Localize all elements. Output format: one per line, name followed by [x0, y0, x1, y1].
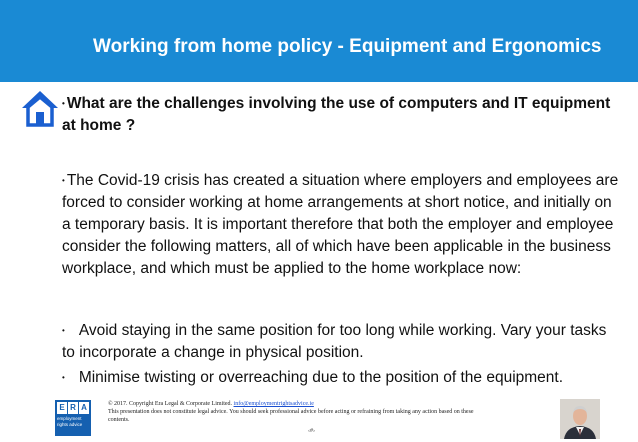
- email-link[interactable]: info@employmentrightsadvice.ie: [233, 401, 314, 407]
- presenter-photo: [560, 399, 600, 439]
- list-item: • Avoid staying in the same position for too long while working. Vary your tasks to incorporate a change in physical position.: [62, 322, 607, 362]
- question-text: • What are the challenges involving the use of computers and IT equipment at home ?: [62, 95, 611, 135]
- footer-text: © 2017. Copyright Era Legal & Corporate Limited. info@employmentrightsadvice.ie This presentation does not constitute legal advice. You should seek professional advice before acting or refraining from taking any action based on these contents.: [108, 401, 474, 423]
- page-number: ‹#›: [308, 428, 315, 434]
- title-band: [0, 0, 638, 82]
- intro-paragraph: • The Covid-19 crisis has created a situation where employers and employees are forced to consider working at home arrangements at short notice, and initially on a temporary basis. It is important therefore that both the employer and employee consider the following matters, all of which have been applicable in the business workplace, and which must be applied to the home workplace now:: [62, 172, 619, 278]
- era-logo: E R A employment rights advice: [55, 400, 91, 436]
- slide-title: Working from home policy - Equipment and Ergonomics: [93, 36, 602, 57]
- list-item: • Minimise twisting or overreaching due to the position of the equipment.: [62, 369, 564, 387]
- home-icon: [20, 88, 60, 128]
